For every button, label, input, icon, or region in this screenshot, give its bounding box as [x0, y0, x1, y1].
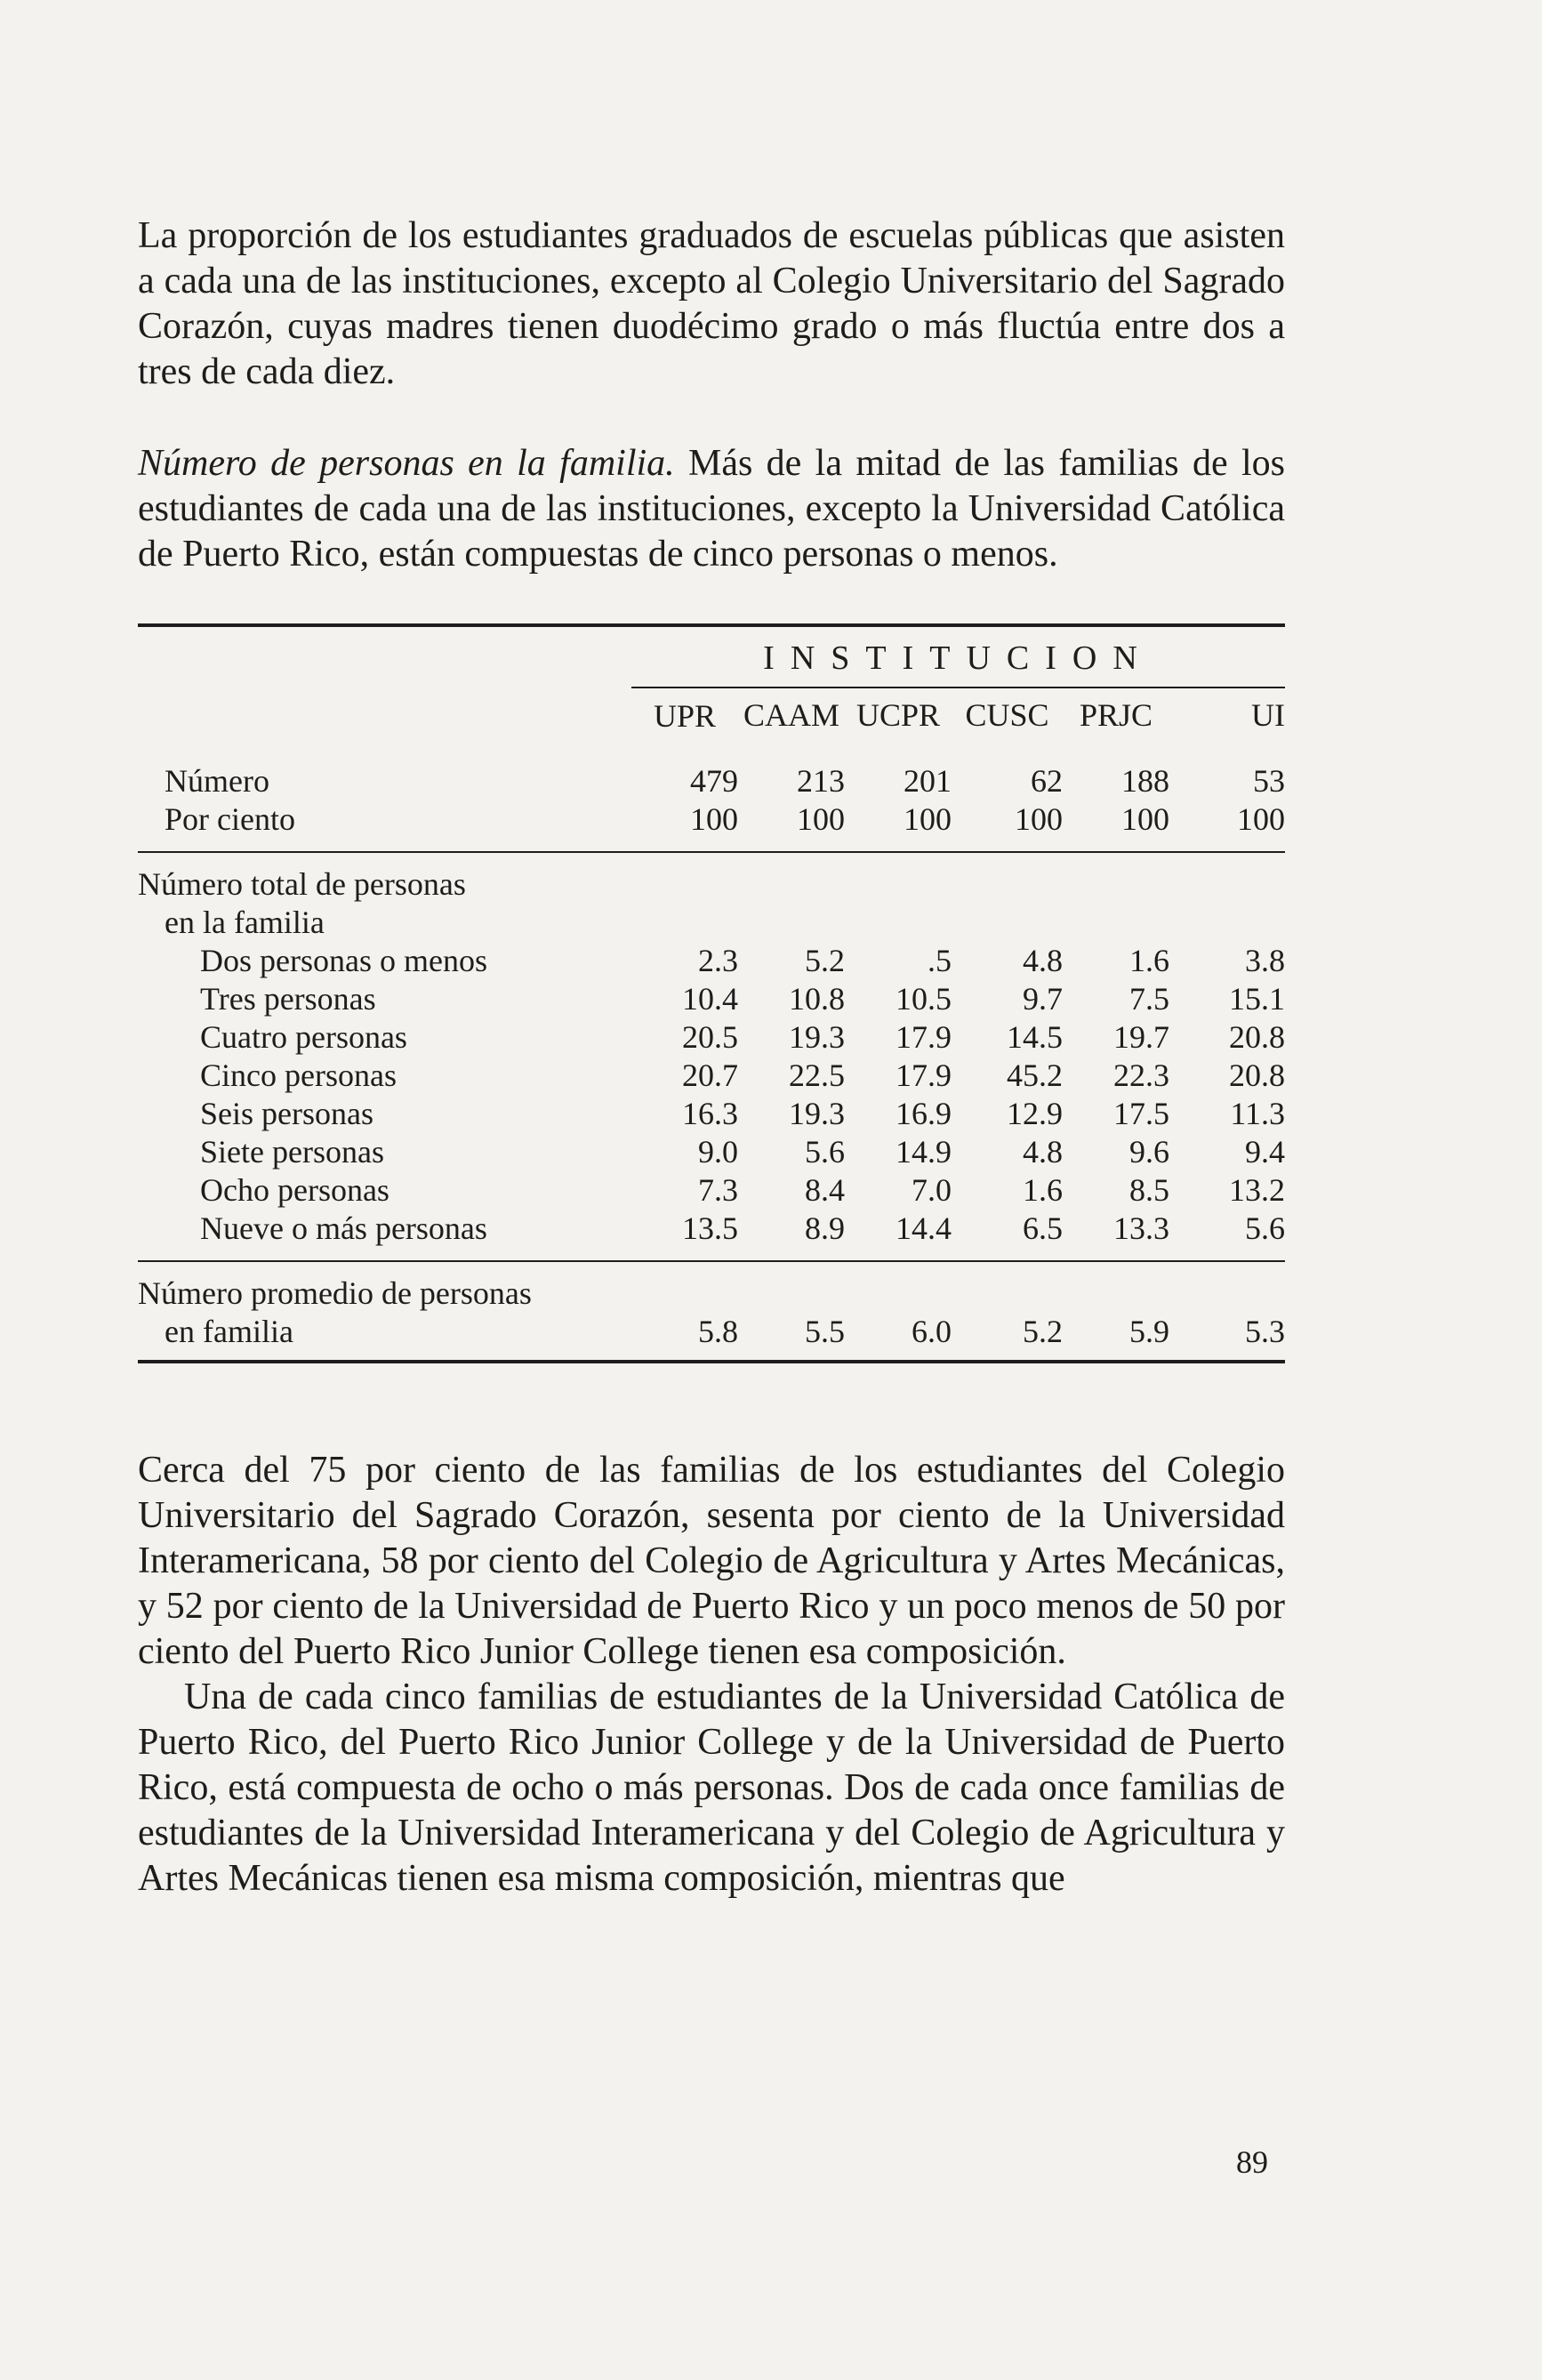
table-row: Por ciento 100 100 100 100 100 100: [165, 801, 1285, 837]
column-header: CUSC: [965, 697, 1049, 733]
paragraph-1: La proporción de los estudiantes graduados de escuelas públicas que asisten a cada una de las instituciones, excepto al Colegio Universitario del Sagrado Corazón, cuyas madres tienen duodécimo grado o más fluctúa entre dos a tres de cada diez.: [138, 215, 1285, 392]
table-row: Siete personas 9.0 5.6 14.9 4.8 9.6 9.4: [200, 1134, 1285, 1170]
family-size-table: [138, 623, 1285, 1363]
paragraph-3: Cerca del 75 por ciento de las familias de los estudiantes del Colegio Universitario del Sagrado Corazón, sesenta por ciento de la Universidad Interamericana, 58 por ciento del Colegio de Agricultura y Artes Mecánicas, y 52 por ciento de la Universidad de Puerto Rico y un poco menos de 50 por ciento del Puerto Rico Junior College tienen esa composición.: [138, 1450, 1285, 1672]
table-row-average: en familia 5.8 5.5 6.0 5.2 5.9 5.3: [165, 1314, 1285, 1349]
table-row: Dos personas o menos 2.3 5.2 .5 4.8 1.6 3.8: [200, 943, 1285, 978]
page-body: [138, 213, 1285, 1902]
group-header-institucion: INSTITUCION: [631, 627, 1285, 687]
column-header: UI: [1251, 697, 1285, 733]
column-header: UPR: [653, 698, 717, 734]
table-row: Número 479 213 201 62 188 53: [165, 763, 1285, 799]
section-label: Número total de personas: [138, 866, 466, 902]
paragraph-4: Una de cada cinco familias de estudiantes de la Universidad Católica de Puerto Rico, del Puerto Rico Junior College y de la Universidad de Puerto Rico, está compuesta de ocho o más personas. Dos de cada once familias de estudiantes de la Universidad Interamericana y del Colegio de Agricultura y Artes Mecánicas tienen esa misma composición, mientras que: [138, 1676, 1285, 1899]
table-grid: [138, 627, 1285, 1351]
page-number: 89: [1236, 2144, 1268, 2180]
column-header: CAAM: [743, 697, 840, 733]
table-row: Seis personas 16.3 19.3 16.9 12.9 17.5 11.3: [200, 1096, 1285, 1131]
paragraph-2-body: Más de la mitad de las familias de los estudiantes de cada una de las instituciones, excepto la Universidad Católica de Puerto Rico, están compuestas de cinco personas o menos.: [138, 443, 1285, 575]
section-label-cont: en la familia: [165, 905, 325, 940]
section-heading-family-size: Número de personas en la familia.: [138, 443, 675, 484]
table-bottom-rule: [138, 1360, 1285, 1363]
table-row: Cuatro personas 20.5 19.3 17.9 14.5 19.7 20.8: [200, 1019, 1285, 1055]
table-row: Nueve o más personas 13.5 8.9 14.4 6.5 13.3 5.6: [200, 1210, 1285, 1246]
table-mid-rule: [138, 1248, 1285, 1261]
table-row: Cinco personas 20.7 22.5 17.9 45.2 22.3 20.8: [200, 1057, 1285, 1093]
average-label: Número promedio de personas: [138, 1275, 532, 1311]
table-row: Tres personas 10.4 10.8 10.5 9.7 7.5 15.1: [200, 981, 1285, 1017]
column-header: UCPR: [855, 697, 941, 733]
table-row: Ocho personas 7.3 8.4 7.0 1.6 8.5 13.2: [200, 1172, 1285, 1208]
table-mid-rule: [138, 839, 1285, 852]
column-header: PRJC: [1079, 697, 1153, 733]
paragraph-2: [138, 441, 1285, 577]
